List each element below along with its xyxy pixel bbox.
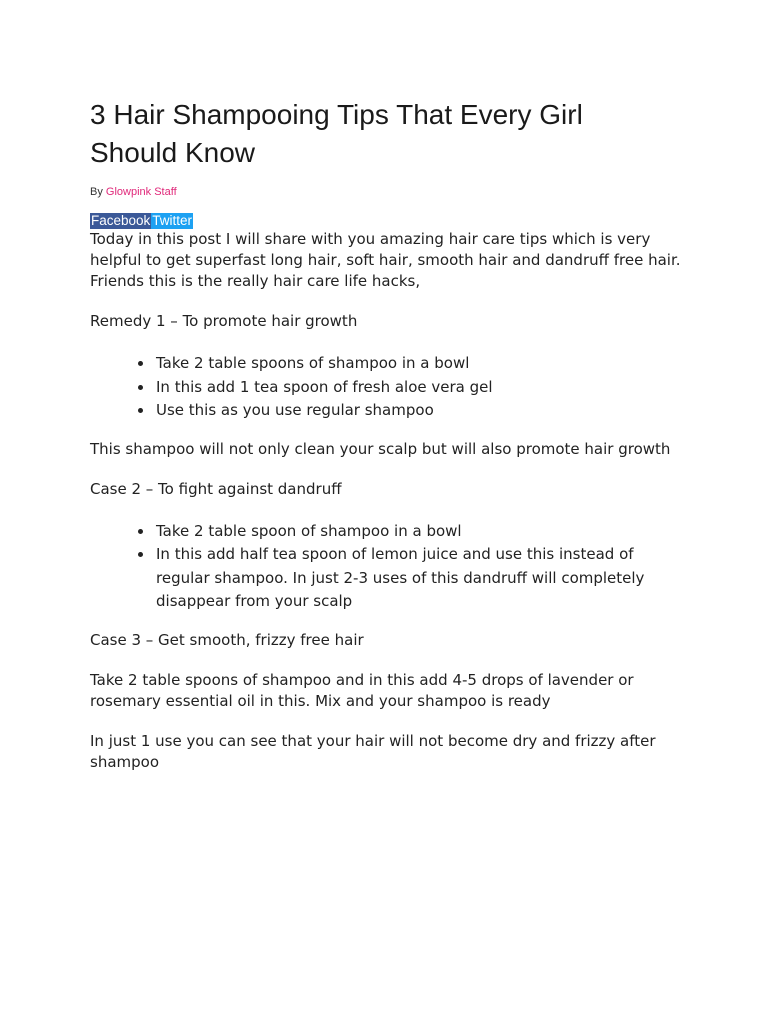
case2-list bbox=[90, 520, 688, 614]
case3-paragraph-2: In just 1 use you can see that your hair will not become dry and frizzy after shampoo bbox=[90, 731, 656, 771]
author-link[interactable]: Glowpink Staff bbox=[105, 186, 177, 198]
list-item: • In this add half tea spoon of lemon juice and use this instead of regular shampoo. In just 2-3 uses of this dandruff will completely disappear from your scalp bbox=[154, 543, 688, 614]
byline-label: By bbox=[90, 186, 103, 198]
share-buttons bbox=[90, 213, 688, 229]
case3-heading: Case 3 – Get smooth, frizzy free hair bbox=[90, 630, 364, 649]
twitter-share-button[interactable]: Twitter bbox=[152, 213, 193, 228]
case2-heading: Case 2 – To fight against dandruff bbox=[90, 479, 342, 498]
facebook-share-button[interactable]: Facebook bbox=[91, 213, 151, 228]
case3-paragraph-1: Take 2 table spoons of shampoo and in this add 4-5 drops of lavender or rosemary essential oil in this. Mix and your shampoo is ready bbox=[90, 670, 634, 710]
remedy1-note: This shampoo will not only clean your scalp but will also promote hair growth bbox=[90, 439, 671, 458]
list-item: • In this add 1 tea spoon of fresh aloe vera gel bbox=[154, 376, 688, 400]
list-item: • Use this as you use regular shampoo bbox=[154, 399, 688, 423]
remedy1-heading: Remedy 1 – To promote hair growth bbox=[90, 312, 358, 330]
article-title: 3 Hair Shampooing Tips That Every Girl Should Know bbox=[90, 99, 583, 168]
list-item: • Take 2 table spoon of shampoo in a bowl bbox=[154, 520, 688, 544]
remedy1-list bbox=[90, 352, 688, 423]
intro-paragraph: Today in this post I will share with you amazing hair care tips which is very helpful to get superfast long hair, soft hair, smooth hair and dandruff free hair. Friends this is the really hair care life hacks, bbox=[90, 230, 681, 290]
list-item: • Take 2 table spoons of shampoo in a bowl bbox=[154, 352, 688, 376]
byline bbox=[90, 186, 688, 198]
